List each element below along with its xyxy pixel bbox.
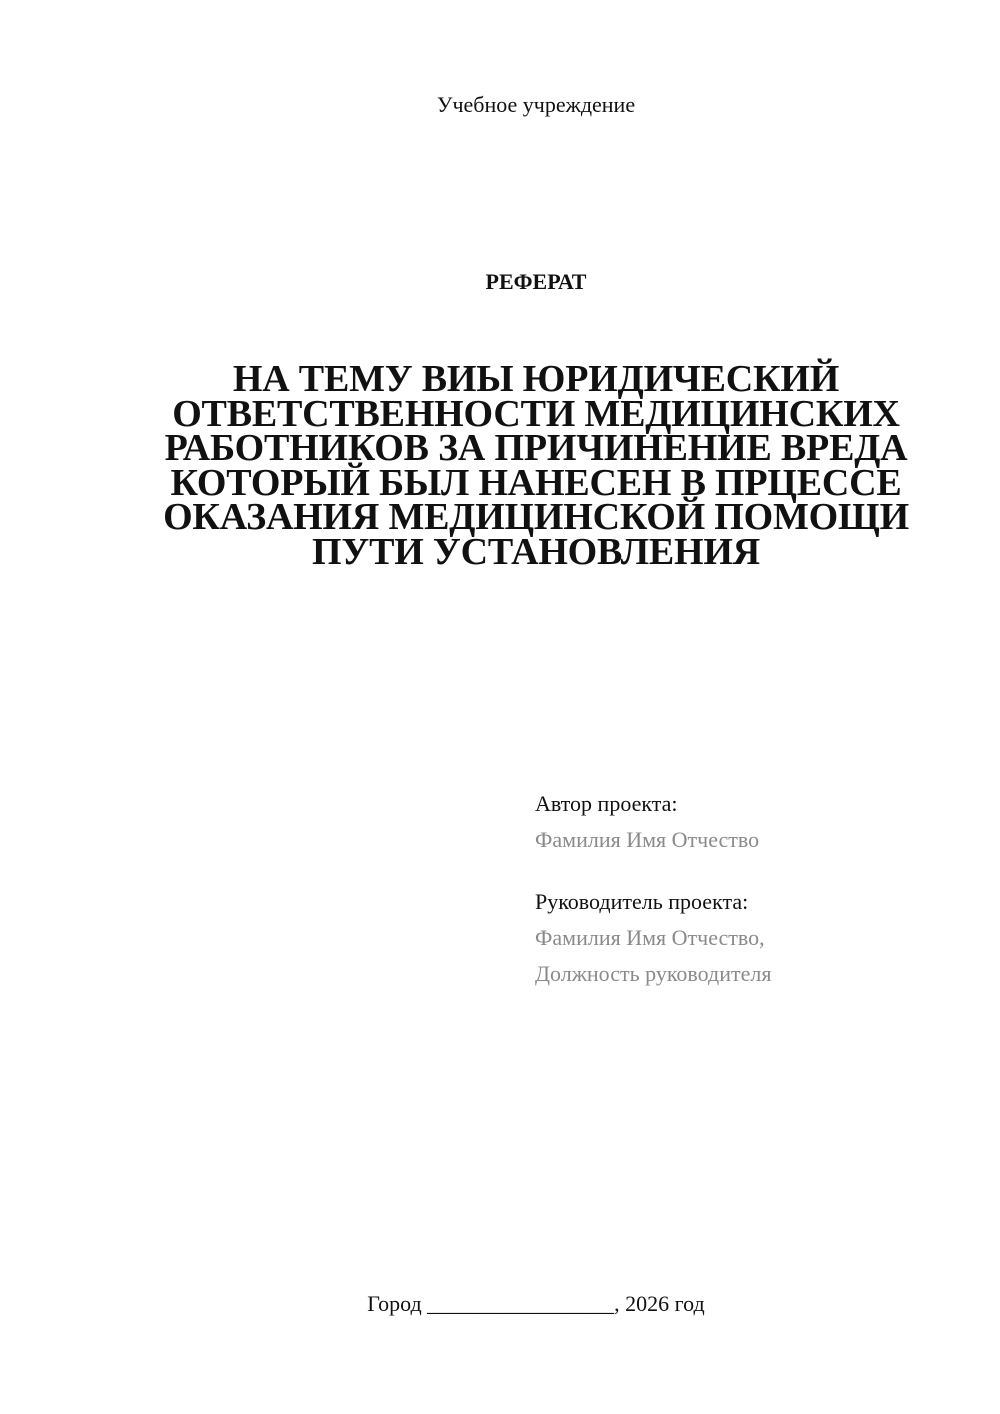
institution-name: Учебное учреждение xyxy=(436,92,636,117)
topic-title xyxy=(100,358,972,573)
document-type: РЕФЕРАТ xyxy=(485,269,587,294)
author-label: Автор проекта: xyxy=(535,791,678,816)
topic-line: НА ТЕМУ ВИЫ ЮРИДИЧЕСКИЙ xyxy=(232,358,840,400)
topic-line: ОТВЕТСТВЕННОСТИ МЕДИЦИНСКИХ xyxy=(172,392,900,435)
author-name: Фамилия Имя Отчество xyxy=(535,827,760,852)
topic-line: КОТОРЫЙ БЫЛ НАНЕСЕН В ПРЦЕССЕ xyxy=(170,461,902,504)
supervisor-position: Должность руководителя xyxy=(535,961,772,986)
topic-line: ОКАЗАНИЯ МЕДИЦИНСКОЙ ПОМОЩИ xyxy=(163,496,909,538)
supervisor-name: Фамилия Имя Отчество, xyxy=(535,925,765,950)
topic-line: РАБОТНИКОВ ЗА ПРИЧИНЕНИЕ ВРЕДА xyxy=(164,427,908,469)
topic-line: ПУТИ УСТАНОВЛЕНИЯ xyxy=(312,530,760,573)
supervisor-label: Руководитель проекта: xyxy=(535,889,749,914)
authors-block xyxy=(535,786,975,992)
city-year-footer: Город _________________, 2026 год xyxy=(367,1291,705,1316)
spacer xyxy=(535,858,975,884)
